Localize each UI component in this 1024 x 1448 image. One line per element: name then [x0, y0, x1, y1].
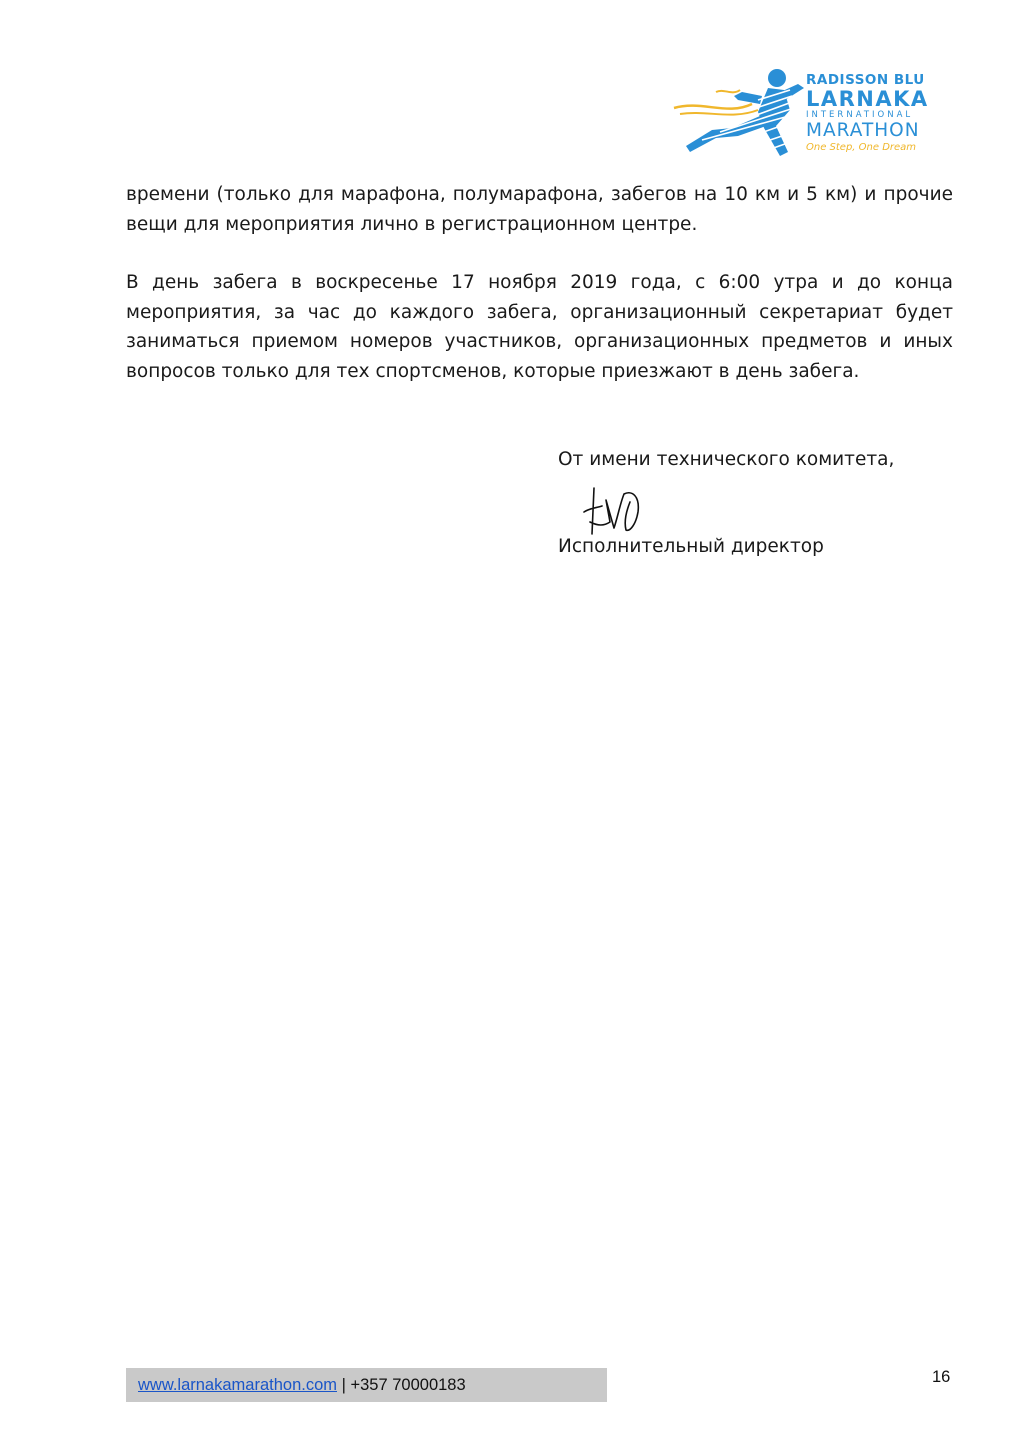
footer-contact-bar	[126, 1368, 607, 1402]
website-link[interactable]: www.larnakamarathon.com	[138, 1376, 337, 1394]
body-paragraph-1: времени (только для марафона, полумарафона, забегов на 10 км и 5 км) и прочие вещи для мероприятия лично в регистрационном центре.	[126, 184, 953, 235]
logo-line-4: MARATHON	[806, 120, 920, 141]
logo-line-2: LARNAKA	[806, 87, 929, 111]
handwritten-signature	[580, 482, 652, 542]
page-number: 16	[932, 1368, 951, 1386]
signature-on-behalf: От имени технического комитета,	[558, 449, 895, 470]
footer-separator: |	[341, 1376, 346, 1394]
footer-phone: +357 70000183	[350, 1376, 466, 1394]
logo-tagline: One Step, One Dream	[806, 142, 917, 153]
logo-line-1: RADISSON BLU	[806, 72, 925, 88]
runner-logo-icon	[672, 66, 812, 162]
signature-title: Исполнительный директор	[558, 536, 824, 557]
logo-wordmark	[806, 72, 934, 155]
body-paragraph-2: В день забега в воскресенье 17 ноября 2019 года, с 6:00 утра и до конца мероприятия, за час до каждого забега, организационный секретариат будет заниматься приемом номеров участников, организационных предметов и иных вопросов только для тех спортсменов, которые приезжают в день забега.	[126, 272, 953, 382]
footer-contact	[138, 1375, 466, 1395]
marathon-logo	[672, 66, 934, 162]
logo-line-3: INTERNATIONAL	[806, 110, 914, 120]
